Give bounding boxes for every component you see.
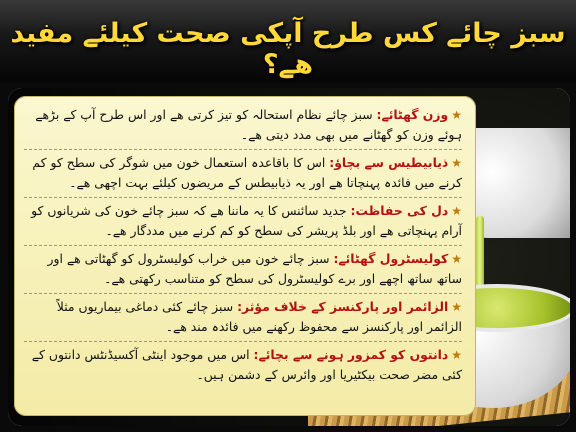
star-bullet-icon: ★ (451, 204, 462, 218)
star-bullet-icon: ★ (451, 348, 462, 362)
benefit-text: سبز چائے نظام استحالہ کو تیز کرتی ھے اور اس طرح آپ کے بڑھے ہوئے وزن کو گھٹانے میں بھی مدد دیتی ھے۔ (35, 107, 462, 142)
star-bullet-icon: ★ (451, 108, 462, 122)
benefit-heading: کولیسٹرول گھٹائے: (333, 251, 449, 266)
page-title: سبز چائے کس طرح آپکی صحت کیلئے مفید ھے؟ (10, 18, 566, 80)
benefit-heading: دانتوں کو کمزور ہونے سے بچائے: (253, 347, 449, 362)
benefit-heading: وزن گھٹائے: (376, 107, 449, 122)
benefit-item (24, 342, 462, 389)
benefit-text: اس میں موجود اینٹی آکسیڈنٹس دانتوں کے کئی مضر صحت بیکٹیریا اور وائرس کے دشمن ہیں۔ (31, 347, 462, 382)
tea-pour-stream-image (476, 216, 484, 288)
benefit-heading: دل کی حفاظت: (350, 203, 449, 218)
benefit-text: جدید سائنس کا یہ ماننا ھے کہ سبز چائے خون کی شریانوں کو آرام پہنچاتی ھے اور بلڈ پریشر کی سطح کو کم کرنے میں مددگار ھے۔ (31, 203, 462, 238)
benefit-item (24, 150, 462, 198)
benefit-text: اس کا باقاعدہ استعمال خون میں شوگر کی سطح کو کم کرنے میں فائدہ پہنچاتا ھے اور یہ ذیابیطس کے مریضوں کیلئے بہت اچھی ھے۔ (32, 155, 462, 190)
star-bullet-icon: ★ (451, 252, 462, 266)
benefit-item (24, 294, 462, 342)
benefit-item (24, 102, 462, 150)
star-bullet-icon: ★ (451, 300, 462, 314)
benefit-text: سبز چائے کئی دماغی بیماریوں مثلاً الزائمر اور پارکنسز سے محفوظ رکھنے میں فائدہ مند ھے۔ (56, 299, 462, 334)
benefits-panel (14, 96, 476, 416)
benefit-text: سبز چائے خون میں خراب کولیسٹرول کو گھٹاتی ھے اور ساتھ ساتھ اچھے اور برے کولیسٹرول کی سطح کو متناسب رکھتی ھے۔ (47, 251, 462, 286)
header-bar (0, 0, 576, 82)
star-bullet-icon: ★ (451, 156, 462, 170)
benefit-item (24, 198, 462, 246)
benefit-item (24, 246, 462, 294)
content-frame (8, 88, 570, 426)
benefit-heading: ذیابیطیس سے بچاؤ: (329, 155, 449, 170)
benefit-heading: الزائمر اور پارکنسز کے خلاف مؤثر: (237, 299, 449, 314)
